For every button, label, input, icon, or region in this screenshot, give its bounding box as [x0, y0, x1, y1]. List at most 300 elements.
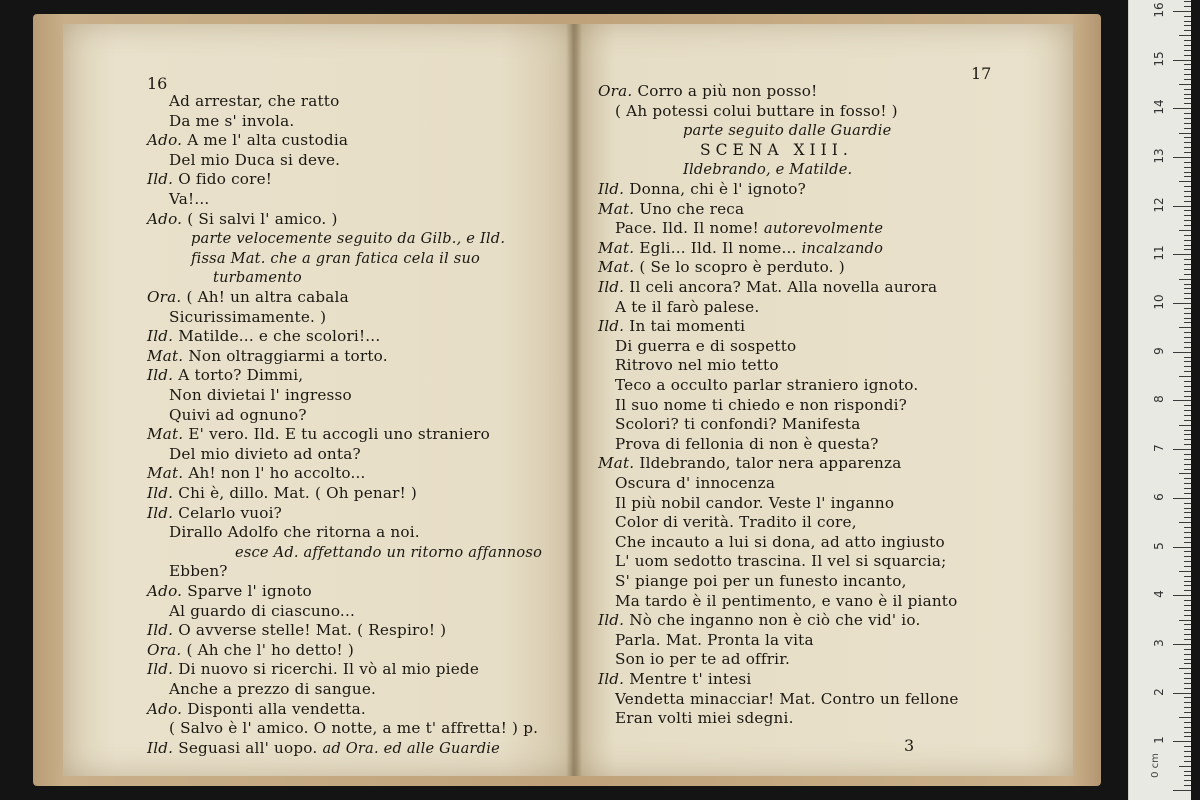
ruler-tick: [1184, 176, 1191, 177]
speaker-label: Ild.: [147, 738, 174, 757]
ruler-tick: [1184, 712, 1191, 713]
ruler-tick: [1184, 517, 1191, 518]
verse-text: Il celi ancora? Mat. Alla novella aurora: [629, 278, 938, 296]
ruler-tick: [1184, 225, 1191, 226]
verse-text: Al guardo di ciascuno...: [169, 601, 356, 620]
text-line: [147, 170, 272, 189]
ruler-tick: [1184, 55, 1191, 56]
text-line: [147, 366, 303, 385]
ruler-tick: [1184, 780, 1191, 781]
ruler-tick: [1179, 327, 1191, 328]
speaker-label: Ild.: [147, 503, 174, 522]
ruler-tick: [1179, 181, 1191, 182]
ruler-tick: [1179, 279, 1191, 280]
ruler-number: 1: [1152, 736, 1166, 745]
speaker-label: Ora.: [598, 82, 633, 100]
ruler-tick: [1179, 668, 1191, 669]
ruler-tick: [1184, 74, 1191, 75]
ruler-tick: [1184, 215, 1191, 216]
ruler-tick: [1173, 303, 1191, 304]
text-line: [147, 582, 312, 601]
speaker-label: Ild.: [147, 621, 174, 640]
ruler-tick: [1173, 693, 1191, 694]
ruler-tick: [1179, 571, 1191, 572]
ruler-tick: [1184, 245, 1191, 246]
ruler-tick: [1184, 527, 1191, 528]
ruler-tick: [1184, 683, 1191, 684]
ruler-tick: [1184, 649, 1191, 650]
speaker-label: Ild.: [147, 327, 174, 346]
ruler-tick: [1184, 64, 1191, 65]
text-line: [615, 376, 918, 395]
text-line: [147, 700, 366, 719]
verse-text: Non oltraggiarmi a torto.: [188, 346, 388, 365]
text-line: [615, 650, 790, 669]
verse-text: Scolori? ti confondi? Manifesta: [615, 415, 861, 434]
ruler-tick: [1184, 79, 1191, 80]
ruler-tick: [1179, 620, 1191, 621]
page-number-left: 16: [147, 74, 168, 93]
verse-text: In tai momenti: [629, 317, 746, 336]
ruler-tick: [1184, 269, 1191, 270]
ruler-tick: [1184, 727, 1191, 728]
ruler-tick: [1184, 259, 1191, 260]
verse-text: Va!...: [169, 190, 210, 208]
verse-text: Donna, chi è l' ignoto?: [629, 180, 806, 198]
speaker-label: Ild.: [598, 670, 625, 688]
ruler-number: 8: [1152, 395, 1166, 404]
ruler-tick: [1184, 634, 1191, 635]
ruler-tick: [1184, 707, 1191, 708]
verse-text: Corro a più non posso!: [637, 82, 818, 100]
ruler-tick: [1173, 254, 1191, 255]
ruler-tick: [1173, 644, 1191, 645]
ruler-tick: [1179, 425, 1191, 426]
verse-text: Teco a occulto parlar straniero ignoto.: [615, 376, 919, 394]
verse-text: Disponti alla vendetta.: [187, 699, 366, 718]
ruler-tick: [1184, 298, 1191, 299]
ruler-tick: [1184, 615, 1191, 616]
ruler-tick: [1184, 478, 1191, 479]
text-line: [615, 474, 775, 493]
verse-text: Oscura d' innocenza: [615, 474, 776, 492]
speaker-label: Ado.: [147, 582, 183, 600]
ruler-number: 4: [1152, 590, 1166, 599]
ruler-tick: [1184, 98, 1191, 99]
ruler-tick: [1184, 775, 1191, 776]
ruler-tick: [1184, 167, 1191, 168]
text-line: [169, 406, 307, 425]
verse-text: Ma tardo è il pentimento, e vano è il pianto: [615, 591, 958, 610]
ruler-tick: [1184, 654, 1191, 655]
ruler-tick: [1179, 133, 1191, 134]
text-line: [147, 327, 380, 346]
ruler-tick: [1184, 659, 1191, 660]
text-line: [615, 572, 907, 591]
stage-direction: incalzando: [801, 239, 884, 257]
verse-text: Ildebrando, talor nera apparenza: [639, 454, 902, 473]
verse-text: O avverse stelle! Mat. ( Respiro! ): [178, 621, 447, 640]
verse-text: Vendetta minacciar! Mat. Contro un fellone: [615, 689, 959, 708]
speaker-label: Mat.: [598, 454, 635, 473]
speaker-label: Ild.: [598, 278, 625, 296]
verse-text: ( Ah! un altra cabala: [186, 288, 349, 306]
ruler-tick: [1184, 337, 1191, 338]
ruler-tick: [1184, 249, 1191, 250]
ruler-tick: [1184, 542, 1191, 543]
speaker-label: Ado.: [147, 699, 183, 718]
text-line: [169, 523, 420, 542]
ruler-number: 16: [1152, 2, 1166, 18]
ruler-number: 10: [1152, 294, 1166, 310]
ruler-tick: [1184, 381, 1191, 382]
ruler-tick: [1184, 288, 1191, 289]
ruler-tick: [1184, 771, 1191, 772]
ruler-tick: [1179, 376, 1191, 377]
ruler-tick: [1184, 751, 1191, 752]
verse-text: Da me s' invola.: [169, 111, 295, 130]
text-line: [169, 92, 339, 111]
ruler-tick: [1184, 756, 1191, 757]
verse-text: Ebben?: [169, 562, 228, 581]
ruler-tick: [1184, 581, 1191, 582]
ruler-number: 14: [1152, 99, 1166, 115]
ruler-number: 11: [1152, 245, 1166, 261]
ruler-tick: [1179, 717, 1191, 718]
ruler-tick: [1184, 697, 1191, 698]
verse-text: Ritrovo nel mio tetto: [615, 356, 779, 375]
stage-direction: Ildebrando, e Matilde.: [683, 161, 853, 179]
ruler-tick: [1184, 532, 1191, 533]
verse-text: A te il farò palese.: [615, 297, 760, 316]
book-gutter: [566, 24, 582, 776]
ruler-tick: [1184, 673, 1191, 674]
ruler-tick: [1173, 790, 1191, 791]
text-line: [615, 337, 796, 356]
verse-text: Di nuovo si ricerchi. Il vò al mio piede: [178, 660, 480, 679]
ruler-tick: [1184, 40, 1191, 41]
text-line: [598, 180, 806, 199]
text-line: [147, 347, 388, 366]
ruler-tick: [1184, 551, 1191, 552]
ruler-tick: [1179, 766, 1191, 767]
stage-direction: parte velocemente seguito da Gilb., e Ild.: [191, 230, 506, 248]
ruler-tick: [1173, 449, 1191, 450]
ruler-tick: [1184, 736, 1191, 737]
verse-text: Ad arrestar, che ratto: [169, 92, 340, 110]
ruler-tick: [1184, 162, 1191, 163]
ruler-tick: [1184, 186, 1191, 187]
verse-text: ( Se lo scopro è perduto. ): [639, 258, 845, 277]
text-line: [169, 719, 538, 738]
text-line: [191, 249, 480, 268]
ruler-tick: [1184, 332, 1191, 333]
text-line: [169, 445, 361, 464]
ruler-number: 6: [1152, 492, 1166, 501]
stage-direction: esce Ad. affettando un ritorno affannoso: [235, 543, 543, 561]
verse-text: Color di verità. Tradito il core,: [615, 513, 857, 532]
ruler-number: 7: [1152, 444, 1166, 452]
ruler-tick: [1184, 444, 1191, 445]
verse-text: Sicurissimamente. ): [169, 307, 327, 326]
ruler-tick: [1184, 21, 1191, 22]
ruler-tick: [1184, 420, 1191, 421]
ruler-tick: [1184, 69, 1191, 70]
text-line: [615, 356, 779, 375]
ruler-tick: [1184, 128, 1191, 129]
text-line: [598, 82, 817, 101]
text-line: [169, 308, 326, 327]
text-line: [147, 288, 349, 307]
ruler-tick: [1184, 561, 1191, 562]
ruler-tick: [1184, 688, 1191, 689]
ruler-tick: [1173, 108, 1191, 109]
text-line: [598, 258, 845, 277]
ruler-tick: [1179, 473, 1191, 474]
ruler-tick: [1184, 624, 1191, 625]
ruler-tick: [1184, 172, 1191, 173]
ruler-number: 13: [1152, 148, 1166, 164]
verse-text: Sparve l' ignoto: [187, 582, 312, 600]
text-line: [683, 121, 891, 140]
ruler-tick: [1173, 352, 1191, 353]
ruler-tick: [1184, 313, 1191, 314]
text-line: [147, 660, 479, 679]
text-line: [615, 709, 794, 728]
ruler-number: 3: [1152, 639, 1166, 647]
ruler-tick: [1184, 722, 1191, 723]
ruler-tick: [1184, 678, 1191, 679]
verse-text: Del mio divieto ad onta?: [169, 444, 361, 463]
verse-text: ( Si salvi l' amico. ): [187, 209, 338, 228]
ruler-tick: [1184, 605, 1191, 606]
ruler-number: 5: [1152, 541, 1166, 550]
ruler-number: 2: [1152, 687, 1166, 696]
verse-text: ( Salvo è l' amico. O notte, a me t' affretta! ) p.: [169, 719, 539, 738]
ruler-tick: [1184, 361, 1191, 362]
text-line: [615, 219, 883, 238]
verse-text: Mentre t' intesi: [629, 670, 752, 688]
verse-text: Celarlo vuoi?: [178, 503, 282, 522]
ruler-tick: [1184, 118, 1191, 119]
ruler-tick: [1184, 342, 1191, 343]
text-line: [615, 415, 860, 434]
ruler-number: 15: [1152, 50, 1166, 67]
ruler-tick: [1184, 639, 1191, 640]
verse-text: S' piange poi per un funesto incanto,: [615, 572, 907, 590]
text-line: [169, 680, 376, 699]
verse-text: A torto? Dimmi,: [178, 366, 304, 385]
ruler-tick: [1184, 210, 1191, 211]
ruler-tick: [1184, 147, 1191, 148]
ruler-tick: [1184, 113, 1191, 114]
verse-text: Non divietai l' ingresso: [169, 386, 352, 404]
speaker-label: Ild.: [598, 317, 625, 336]
verse-text: Dirallo Adolfo che ritorna a noi.: [169, 523, 420, 542]
verse-text: SCENA XIII.: [700, 140, 853, 159]
text-line: [169, 151, 340, 170]
ruler-tick: [1184, 322, 1191, 323]
verse-text: A me l' alta custodia: [187, 131, 349, 150]
ruler-tick: [1184, 220, 1191, 221]
ruler-tick: [1184, 235, 1191, 236]
speaker-label: Mat.: [147, 346, 184, 365]
ruler-tick: [1184, 45, 1191, 46]
speaker-label: Mat.: [598, 199, 635, 218]
page-number-right: 17: [971, 64, 992, 83]
verse-text: E' vero. Ild. E tu accogli uno straniero: [188, 425, 490, 444]
speaker-label: Mat.: [598, 238, 635, 257]
verse-text: Nò che inganno non è ciò che vid' io.: [629, 611, 921, 630]
ruler-tick: [1184, 405, 1191, 406]
ruler-tick: [1184, 785, 1191, 786]
ruler-tick: [1184, 761, 1191, 762]
verse-text: Son io per te ad offrir.: [615, 650, 791, 669]
verse-text: ( Ah che l' ho detto! ): [186, 640, 354, 659]
speaker-label: Mat.: [598, 258, 635, 277]
ruler-tick: [1184, 191, 1191, 192]
text-line: [615, 102, 898, 121]
signature-mark: 3: [904, 736, 915, 755]
text-line: [147, 210, 338, 229]
ruler-tick: [1184, 556, 1191, 557]
right-page: [576, 24, 1073, 776]
ruler-tick: [1184, 629, 1191, 630]
speaker-label: Ora.: [147, 640, 182, 659]
verse-text: ( Ah potessi colui buttare in fosso! ): [615, 101, 898, 120]
ruler-tick: [1184, 566, 1191, 567]
speaker-label: Ild.: [598, 611, 625, 630]
ruler-tick: [1184, 454, 1191, 455]
stage-direction: parte seguito dalle Guardie: [683, 122, 892, 140]
ruler-tick: [1173, 60, 1191, 61]
text-line: [169, 562, 228, 581]
verse-text: Quivi ad ognuno?: [169, 405, 307, 424]
ruler-tick: [1184, 590, 1191, 591]
ruler-tick: [1179, 522, 1191, 523]
ruler-tick: [1184, 6, 1191, 7]
text-line: [147, 425, 490, 444]
speaker-label: Ild.: [147, 484, 174, 502]
text-line: [147, 621, 446, 640]
ruler-unit-label: 0 cm: [1149, 753, 1161, 778]
ruler-tick: [1184, 1, 1191, 2]
stage-direction: ad Ora. ed alle Guardie: [322, 739, 500, 757]
verse-text: L' uom sedotto trascina. Il vel si squarcia;: [615, 552, 947, 571]
text-line: [235, 543, 542, 562]
ruler-tick: [1184, 25, 1191, 26]
verse-text: Che incauto a lui si dona, ad atto ingiusto: [615, 532, 945, 551]
verse-text: Ah! non l' ho accolto...: [188, 464, 366, 483]
text-line: [598, 670, 751, 689]
ruler-tick: [1184, 415, 1191, 416]
text-line: [615, 552, 947, 571]
text-line: [169, 602, 355, 621]
ruler-tick: [1184, 103, 1191, 104]
ruler-tick: [1184, 357, 1191, 358]
ruler-tick: [1179, 230, 1191, 231]
verse-text: Uno che reca: [639, 199, 745, 218]
ruler-tick: [1184, 347, 1191, 348]
ruler-tick: [1184, 386, 1191, 387]
text-line: [615, 592, 957, 611]
verse-text: Parla. Mat. Pronta la vita: [615, 630, 814, 649]
text-line: [615, 690, 959, 709]
ruler-tick: [1184, 469, 1191, 470]
ruler-tick: [1184, 94, 1191, 95]
ruler-tick: [1173, 498, 1191, 499]
ruler-tick: [1184, 371, 1191, 372]
ruler-tick: [1184, 89, 1191, 90]
ruler-tick: [1184, 196, 1191, 197]
verse-text: Eran volti miei sdegni.: [615, 709, 794, 728]
stage-direction: fissa Mat. che a gran fatica cela il suo: [191, 249, 481, 267]
ruler-tick: [1179, 84, 1191, 85]
verse-text: Egli... Ild. Il nome...: [639, 238, 797, 257]
ruler-tick: [1184, 30, 1191, 31]
ruler-tick: [1184, 512, 1191, 513]
text-line: [615, 513, 857, 532]
ruler-tick: [1184, 366, 1191, 367]
ruler-tick: [1184, 391, 1191, 392]
verse-text: Pace. Ild. Il nome!: [615, 219, 759, 238]
ruler-tick: [1184, 537, 1191, 538]
verse-text: Matilde... e che scolori!...: [178, 327, 381, 346]
ruler-tick: [1173, 595, 1191, 596]
ruler-tick: [1184, 600, 1191, 601]
text-line: [169, 112, 294, 131]
speaker-label: Ild.: [147, 366, 174, 385]
verse-text: Chi è, dillo. Mat. ( Oh penar! ): [178, 484, 418, 502]
text-line: [191, 229, 505, 248]
ruler-tick: [1184, 142, 1191, 143]
text-line: [598, 239, 883, 258]
text-line: [700, 141, 853, 160]
text-line: [213, 268, 302, 287]
text-line: [169, 190, 209, 209]
text-line: [683, 160, 852, 179]
speaker-label: Mat.: [147, 425, 184, 444]
ruler-tick: [1184, 396, 1191, 397]
ruler-tick: [1184, 123, 1191, 124]
speaker-label: Ild.: [147, 660, 174, 679]
verse-text: Il più nobil candor. Veste l' inganno: [615, 493, 895, 512]
ruler-tick: [1184, 488, 1191, 489]
text-line: [615, 494, 894, 513]
text-line: [598, 317, 745, 336]
text-line: [147, 641, 354, 660]
ruler-tick: [1184, 410, 1191, 411]
ruler-tick: [1184, 293, 1191, 294]
text-line: [615, 396, 907, 415]
ruler-tick: [1184, 732, 1191, 733]
verse-text: O fido core!: [178, 170, 273, 189]
text-line: [598, 611, 920, 630]
text-line: [598, 200, 744, 219]
text-line: [615, 435, 879, 454]
ruler-tick: [1184, 746, 1191, 747]
verse-text: Anche a prezzo di sangue.: [169, 680, 377, 698]
text-line: [615, 298, 759, 317]
ruler-tick: [1184, 430, 1191, 431]
ruler-tick: [1173, 11, 1191, 12]
verse-text: Prova di fellonia di non è questa?: [615, 434, 879, 453]
ruler-tick: [1184, 308, 1191, 309]
ruler-tick: [1184, 318, 1191, 319]
ruler-tick: [1184, 434, 1191, 435]
text-line: [598, 454, 901, 473]
ruler-tick: [1173, 206, 1191, 207]
